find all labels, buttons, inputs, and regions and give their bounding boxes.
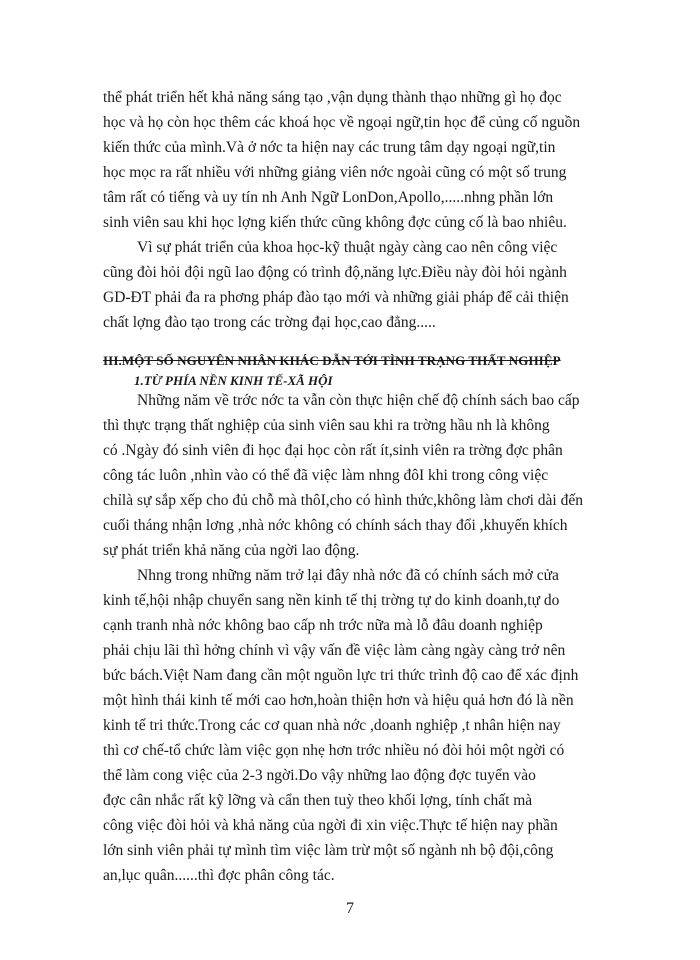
text-line: chỉlà sự sắp xếp cho đủ chỗ mà thôI,cho có hình thức,không làm chơi dài đến — [103, 492, 583, 509]
text-line: GD-ĐT phải đa ra phơng pháp đào tạo mới và những giải pháp để cải thiện — [103, 289, 569, 306]
text-line: sinh viên sau khi học lợng kiến thức cũng không đợc củng cố là bao nhiêu. — [103, 214, 567, 231]
text-line: an,lục quân......thì đợc phân công tác. — [103, 867, 335, 884]
text-line: học và họ còn học thêm các khoá học về ngoại ngữ,tin học để củng cố nguồn — [103, 114, 581, 131]
text-line: thì thực trạng thất nghiệp của sinh viên sau khi ra trờng hầu nh là không — [103, 417, 550, 434]
text-line: một hình thái kinh tế mới cao hơn,hoàn thiện hơn và hiệu quả hơn đó là nền — [103, 692, 574, 709]
text-line: cuối tháng nhận lơng ,nhà nớc không có chính sách thay đổi ,khuyến khích — [103, 517, 568, 534]
text-line: tâm rất có tiếng và uy tín nh Anh Ngữ LonDon,Apollo,.....nhng phần lớn — [103, 189, 554, 206]
text-line: công việc đòi hỏi và khả năng của ngời đi xin việc.Thực tế hiện nay phần — [103, 817, 558, 834]
text-line: phải chịu lãi thì hởng chính vì vậy vấn đề việc làm càng ngày càng trở nên — [103, 642, 566, 659]
text-line: Vì sự phát triển của khoa học-kỹ thuật ngày càng cao nên công việc — [137, 239, 558, 256]
text-line: Những năm về trớc nớc ta vẫn còn thực hiện chế độ chính sách bao cấp — [137, 392, 580, 409]
text-line: cạnh tranh nhà nớc không bao cấp nh trớc nữa mà lỗ đâu doanh nghiệp — [103, 617, 543, 634]
text-line: lớn sinh viên phải tự mình tìm việc làm trừ một số ngành nh bộ đội,công — [103, 842, 554, 859]
text-line: Nhng trong những năm trở lại đây nhà nớc đã có chính sách mở cửa — [137, 567, 559, 584]
text-line: kiến thức của mình.Và ở nớc ta hiện nay các trung tâm dạy ngoại ngữ,tin — [103, 139, 556, 156]
text-line: thể làm cong việc của 2-3 ngời.Do vậy những lao động đợc tuyển vào — [103, 767, 536, 784]
text-line: công tác luôn ,nhìn vào có thể đã việc làm nhng đôI khi trong công việc — [103, 467, 549, 484]
text-line: kinh tế,hội nhập chuyển sang nền kinh tế thị trờng tự do kinh doanh,tự do — [103, 592, 560, 609]
text-line: học mọc ra rất nhiều với những giảng viên nớc ngoài cũng có một số trung — [103, 164, 567, 181]
text-line: cũng đòi hỏi đội ngũ lao động có trình độ,năng lực.Điều này đòi hỏi ngành — [103, 264, 567, 281]
text-line: đợc cân nhắc rất kỹ lỡng và cẩn then tuỳ theo khối lợng, tính chất mà — [103, 792, 533, 809]
text-line: chất lợng đào tạo trong các trờng đại học,cao đẳng..... — [103, 314, 436, 331]
text-line: thể phát triển hết khả năng sáng tạo ,vận dụng thành thạo những gì họ đọc — [103, 89, 562, 106]
subsection-heading: 1.TỪ PHÍA NỀN KINH TẾ-XÃ HỘI — [134, 373, 333, 388]
text-line: sự phát triển khả năng của ngời lao động. — [103, 542, 360, 559]
section-heading: III.MỘT SỐ NGUYÊN NHÂN KHÁC DẪN TỚI TÌNH TRẠNG THẤT NGHIỆP — [103, 353, 561, 368]
text-line: có .Ngày đó sinh viên đi học đại học còn rất ít,sinh viên ra trờng đợc phân — [103, 442, 563, 459]
text-line: bức bách.Việt Nam đang cần một nguồn lực tri thức trình độ cao để xác định — [103, 667, 579, 684]
text-line: kinh tế tri thức.Trong các cơ quan nhà nớc ,doanh nghiệp ,t nhân hiện nay — [103, 717, 561, 734]
page-number: 7 — [346, 900, 354, 917]
text-line: thì cơ chế-tổ chức làm việc gọn nhẹ hơn trớc nhiều nó đòi hỏi một ngời có — [103, 742, 565, 759]
